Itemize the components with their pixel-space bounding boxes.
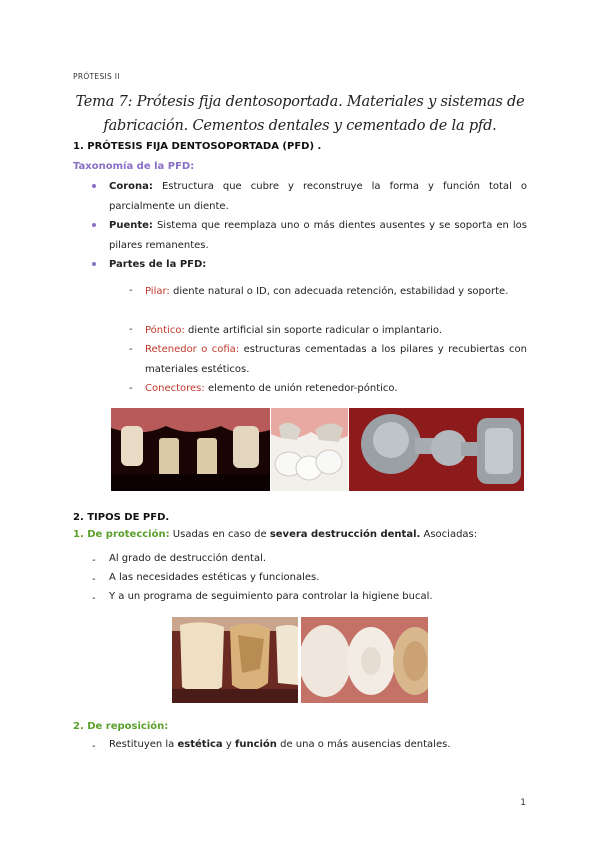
part-term: Conectores:: [145, 383, 205, 394]
proteccion-pre: Usadas en caso de: [172, 529, 267, 540]
proteccion-item: Al grado de destrucción dental.: [109, 553, 267, 564]
part-text: diente artificial sin soporte radicular o implantario.: [188, 325, 443, 336]
dash-icon: -: [129, 383, 133, 394]
part-text: elemento de unión retenedor-póntico.: [207, 383, 398, 394]
bullet-icon: [92, 184, 96, 188]
section-1-heading: 1. PRÓTESIS FIJA DENTOSOPORTADA (PFD) .: [73, 141, 322, 152]
proteccion-term: 1. De protección:: [73, 529, 170, 540]
part-term: Póntico:: [145, 325, 185, 336]
occlusal-view-photo: [301, 617, 428, 703]
bullet-icon: [92, 262, 96, 266]
dash-icon: -: [92, 741, 96, 752]
reposicion-term: 2. De reposición:: [73, 721, 169, 732]
part-pontico: [145, 321, 527, 341]
bridge-illustration: [271, 408, 348, 491]
reposicion-pre: Restituyen la: [109, 739, 175, 750]
proteccion-item: A las necesidades estéticas y funcionales.: [109, 572, 320, 583]
dash-icon: -: [92, 555, 96, 566]
dash-icon: -: [92, 574, 96, 585]
proteccion-item: Y a un programa de seguimiento para controlar la higiene bucal.: [109, 591, 433, 602]
corona-term: Corona:: [109, 181, 153, 192]
part-text: diente natural o ID, con adecuada retención, estabilidad y soporte.: [173, 286, 509, 297]
partes-heading: [109, 255, 206, 275]
page-number: 1: [520, 798, 526, 808]
part-retenedor: [145, 340, 527, 379]
partes-term: Partes de la PFD:: [109, 259, 207, 270]
proteccion-post: Asociadas:: [423, 529, 478, 540]
puente-definition: [109, 216, 527, 255]
reposicion-b1: estética: [177, 739, 223, 750]
part-term: Retenedor o cofia:: [145, 344, 240, 355]
bullet-icon: [92, 223, 96, 227]
reposicion-mid: y: [225, 739, 232, 750]
part-text: estructuras cementadas a los pilares y recubiertas con materiales estéticos.: [145, 344, 527, 375]
proteccion-line: [73, 525, 477, 545]
corona-text: Estructura que cubre y reconstruye la forma y función total o parcialmente un diente.: [109, 181, 527, 212]
part-pilar: [145, 282, 527, 302]
proteccion-bold: severa destrucción dental.: [269, 529, 421, 540]
puente-text: Sistema que reemplaza uno o más dientes ausentes y se soporta en los pilares remanentes.: [109, 220, 528, 251]
part-term: Pilar:: [145, 286, 170, 297]
dash-icon: -: [129, 324, 133, 335]
part-conectores: [145, 379, 527, 399]
damaged-tooth-photo: [172, 617, 298, 703]
reposicion-post: de una o más ausencias dentales.: [280, 739, 451, 750]
taxonomy-subheading: Taxonomía de la PFD:: [73, 161, 195, 172]
dash-icon: -: [129, 344, 133, 355]
puente-term: Puente:: [109, 220, 153, 231]
dash-icon: -: [92, 593, 96, 604]
reposicion-b2: función: [234, 739, 277, 750]
reposicion-line: [109, 735, 451, 755]
dash-icon: -: [129, 285, 133, 296]
page-title: Tema 7: Prótesis fija dentosoportada. Materiales y sistemas de fabricación. Cementos dentales y cementado de la pfd.: [75, 94, 525, 134]
corona-definition: [109, 177, 527, 216]
prepared-teeth-photo: [111, 408, 270, 491]
section-2-heading: 2. TIPOS DE PFD.: [73, 512, 170, 523]
course-header: PRÓTESIS II: [73, 72, 120, 81]
metal-framework-photo: [349, 408, 524, 491]
